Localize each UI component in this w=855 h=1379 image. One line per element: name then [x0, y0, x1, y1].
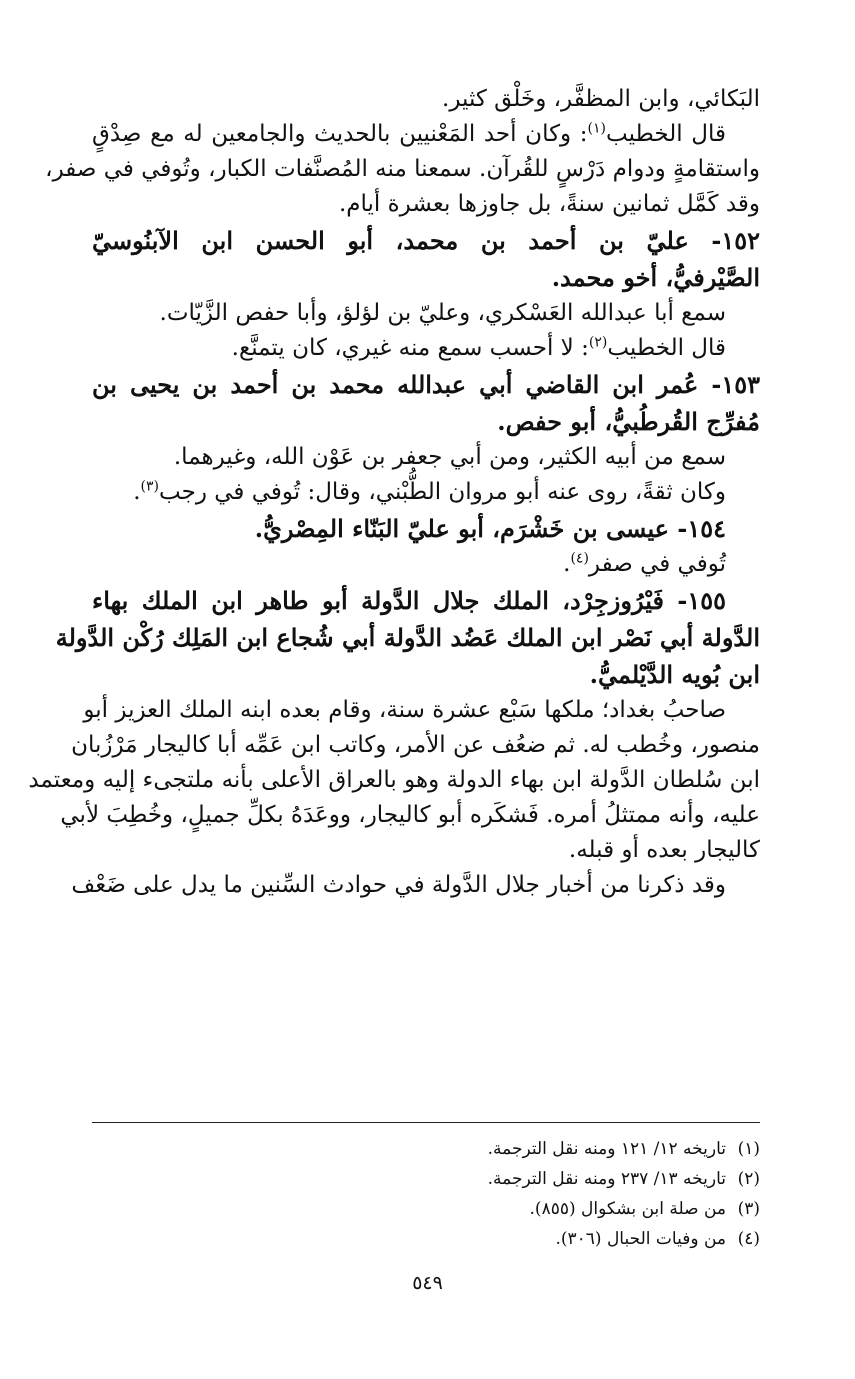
footnote — [92, 1194, 760, 1224]
text-line: البَكائي، وابن المظفَّر، وخَلْق كثير. — [442, 86, 760, 112]
footnote-text: تاريخه ١٢/ ١٢١ ومنه نقل الترجمة. — [487, 1139, 726, 1159]
text-run: قال الخطيب — [606, 121, 726, 147]
page-number: ٥٤٩ — [412, 1272, 443, 1294]
text-line: وقد كَمَّل ثمانين سنةً، بل جاوزها بعشرة أيام. — [338, 191, 760, 217]
text-run: تُوفي في صفر — [588, 551, 726, 577]
footnote — [92, 1134, 760, 1164]
footnote-number: (١) — [737, 1139, 760, 1159]
text-run: : لا أحسب سمع منه غيري، كان يتمنَّع. — [231, 335, 589, 361]
footnote-ref[interactable]: (٢) — [588, 334, 608, 351]
main-text — [28, 82, 760, 903]
entry-heading: ١٥٥- فَيْرُوزجِرْد، الملك جلال الدَّولة أبو طاهر ابن الملك بهاء — [92, 586, 726, 615]
footnote-ref[interactable]: (٣) — [140, 478, 160, 495]
footnote-ref[interactable]: (٤) — [570, 550, 589, 567]
footnote-ref[interactable]: (١) — [587, 120, 606, 137]
text-line: سمع أبا عبدالله العَسْكري، وعليّ بن لؤلؤ، وأبا حفص الزَّيّات. — [159, 300, 726, 326]
text-line: عليه، وأنه ممتثلُ أمره. فَشكَره أبو كاليجار، ووعَدَهُ بكلِّ جميلٍ، وخُطِبَ لأبي — [60, 802, 760, 828]
text-line: صاحبُ بغداد؛ ملكها سَبْع عشرة سنة، وقام بعده ابنه الملك العزيز أبو — [83, 697, 726, 723]
footnotes — [92, 1134, 760, 1254]
footnote — [92, 1224, 760, 1254]
text-line — [92, 117, 760, 152]
footnote-number: (٢) — [737, 1169, 760, 1189]
entry-heading: ١٥٣- عُمر ابن القاضي أبي عبدالله محمد بن أحمد بن يحيى بن — [92, 370, 760, 399]
entry-heading: مُفرِّج القُرطُبيُّ، أبو حفص. — [497, 407, 760, 436]
text-run: . — [563, 551, 571, 577]
footnote-text: من صلة ابن بشكوال (٨٥٥). — [529, 1199, 726, 1219]
footnote-text: من وفيات الحبال (٣٠٦). — [555, 1229, 726, 1249]
footnote-number: (٤) — [737, 1229, 760, 1249]
text-line: وقد ذكرنا من أخبار جلال الدَّولة في حوادث السِّنين ما يدل على ضَعْف — [71, 872, 726, 898]
entry-heading: ١٥٢- عليّ بن أحمد بن محمد، أبو الحسن ابن الآبنُوسيّ — [92, 226, 760, 255]
footnote-divider — [92, 1122, 760, 1123]
entry-heading: الصَّيْرفيُّ، أخو محمد. — [551, 263, 760, 292]
text-line: واستقامةٍ ودوام دَرْسٍ للقُرآن. سمعنا منه المُصنَّفات الكبار، وتُوفي في صفر، — [45, 156, 760, 182]
text-line: كاليجار بعده أو قبله. — [568, 837, 760, 863]
text-line — [92, 547, 760, 582]
entry-heading: ابن بُويه الدَّيْلميُّ. — [589, 660, 760, 689]
text-line — [92, 331, 760, 366]
entry-heading: الدَّولة أبي نَصْر ابن الملك عَضُد الدَّولة أبي شُجاع ابن المَلِك رُكْن الدَّولة — [55, 623, 760, 652]
text-line: سمع من أبيه الكثير، ومن أبي جعفر بن عَوْن الله، وغيرهما. — [173, 444, 726, 470]
text-line: منصور، وخُطب له. ثم ضعُف عن الأمر، وكاتب ابن عَمِّه أبا كاليجار مَرْزُبان — [71, 732, 760, 758]
text-run: . — [133, 479, 141, 505]
text-run: قال الخطيب — [607, 335, 726, 361]
text-run: وكان ثقةً، روى عنه أبو مروان الطُّبْني، وقال: تُوفي في رجب — [159, 479, 726, 505]
footnote-text: تاريخه ١٣/ ٢٣٧ ومنه نقل الترجمة. — [487, 1169, 726, 1189]
footnote-number: (٣) — [737, 1199, 760, 1219]
footnote — [92, 1164, 760, 1194]
text-line — [92, 475, 760, 510]
entry-heading: ١٥٤- عيسى بن خَشْرَم، أبو عليّ البَنّاء المِصْريُّ. — [254, 514, 726, 543]
text-run: : وكان أحد المَعْنيين بالحديث والجامعين له مع صِدْقٍ — [92, 121, 588, 147]
text-line: ابن سُلطان الدَّولة ابن بهاء الدولة وهو بالعراق الأعلى بأنه ملتجىء إليه ومعتمد — [28, 767, 760, 793]
